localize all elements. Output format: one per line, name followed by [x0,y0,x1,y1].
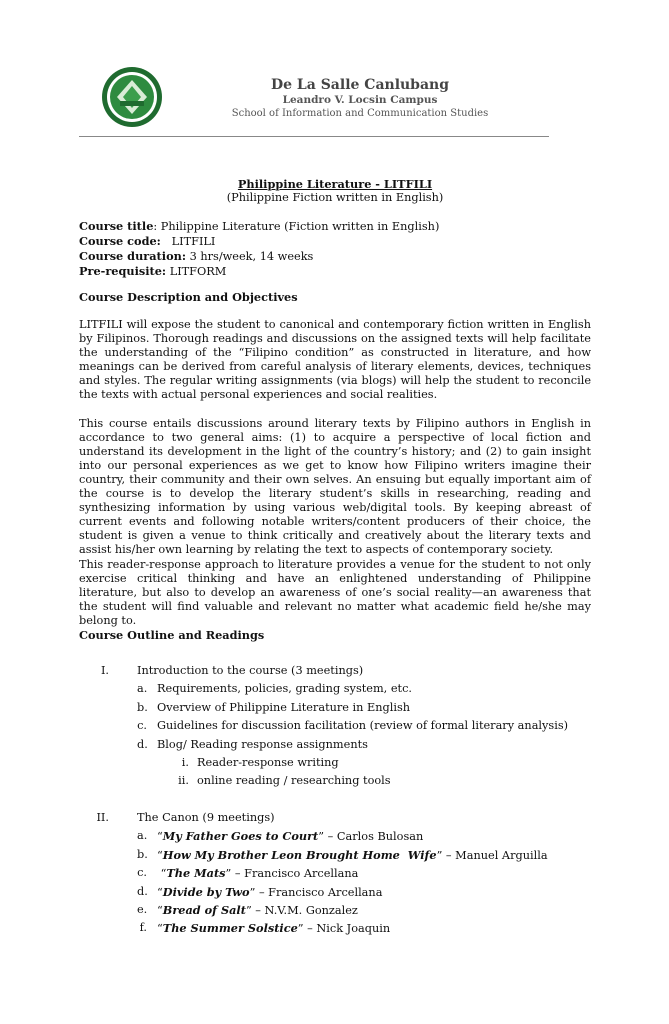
description-paragraph-2: This course entails discussions around literary texts by Filipino authors in English in accordance to two general aims: (1) to acquire a perspective of local fiction and understand its development in the light of the country’s history; and (2) to gain insight into our personal experiences as we get to know how Filipino writers imagine their country, their community and their own selves. An ensuing but equally important aim of the course is to develop the literary student’s skills in researching, reading and synthesizing information by using various web/digital tools. By keeping abreast of current events and following notable writers/content producers of their choice, the student is given a venue to think critically and creatively about the literary texts and assist his/her own learning by relating the text to aspects of contemporary society. [79,417,591,556]
list-item [79,717,599,735]
open-quote: “ [157,885,163,899]
reading-entry [157,846,548,865]
list-item [79,919,599,937]
course-duration-value: 3 hrs/week, 14 weeks [189,250,314,263]
list-item [79,864,599,882]
reading-title: How My Brother Leon Brought Home Wife [162,847,437,862]
reading-title: My Father Goes to Court [162,829,319,844]
item-letter: e. [137,902,148,916]
item-letter: f. [139,921,147,935]
course-title-line [79,219,591,234]
reading-entry [157,864,358,883]
reading-author: ” – Francisco Arcellana [225,867,359,881]
open-quote: “ [157,848,163,862]
school-header [170,77,550,120]
outline-section-2 [79,809,599,938]
item-letter: b. [137,700,148,714]
list-item [79,736,599,754]
course-title-value: : Philippine Literature (Fiction written in English) [153,220,440,233]
reading-title: Divide by Two [162,884,250,899]
open-quote: “ [157,922,163,936]
reading-entry [157,901,358,920]
item-text: Overview of Philippine Literature in English [157,700,411,714]
list-item [79,772,599,790]
section-label: Introduction to the course (3 meetings) [137,664,364,677]
list-item [79,754,599,772]
header-divider [79,136,549,137]
item-letter: d. [137,737,148,751]
course-code-line [79,234,591,249]
item-text: Guidelines for discussion facilitation (review of formal literary analysis) [157,719,569,733]
prerequisite-value: LITFORM [169,265,227,278]
item-letter: a. [137,829,148,843]
reading-author: ” – Nick Joaquin [297,922,391,936]
section-label: The Canon (9 meetings) [137,811,275,824]
course-title-label: Course title [79,219,154,233]
open-quote: “ [157,867,167,881]
item-letter: b. [137,847,148,861]
open-quote: “ [157,830,163,844]
reading-author: ” – N.V.M. Gonzalez [245,903,358,917]
reading-entry [157,883,382,902]
item-letter: c. [137,866,147,880]
open-quote: “ [157,903,163,917]
reading-author: ” – Carlos Bulosan [318,830,424,844]
course-info [79,219,591,279]
description-heading: Course Description and Objectives [79,290,298,304]
prerequisite-line [79,264,591,279]
reading-entry [157,827,423,846]
list-item [79,809,599,827]
course-duration-line [79,249,591,264]
outline-heading: Course Outline and Readings [79,628,265,642]
list-item [79,901,599,919]
department-name: School of Information and Communication Studies [231,108,489,119]
section-number: I. [100,664,109,677]
item-letter: a. [137,682,148,696]
reading-title: The Mats [166,866,226,881]
subitem-text: Reader-response writing [197,755,339,769]
reading-title: Bread of Salt [162,902,246,917]
course-title-heading: Philippine Literature - LITFILI [237,177,433,191]
reading-entry [157,919,390,938]
list-item [79,883,599,901]
list-item [79,699,599,717]
item-text: Requirements, policies, grading system, etc. [157,682,413,696]
subitem-text: online reading / researching tools [197,774,391,788]
reading-author: ” – Manuel Arguilla [436,848,548,862]
list-item [79,662,599,680]
course-code-label: Course code: [79,234,161,248]
item-letter: c. [137,719,147,733]
document-title [79,177,591,205]
reading-author: ” – Francisco Arcellana [249,885,383,899]
school-seal-logo [101,66,163,128]
description-paragraph-3: This reader-response approach to literature provides a venue for the student to not only exercise critical thinking and have an enlightened understanding of Philippine literature, but also to develop an awareness of one’s social reality—an awareness that the student will find valuable and relevant no matter what academic field he/she may belong to. [79,558,591,627]
course-code-value: LITFILI [171,235,216,248]
reading-title: The Summer Solstice [162,921,298,936]
prerequisite-label: Pre-requisite: [79,264,167,278]
course-duration-label: Course duration: [79,249,186,263]
item-text: Blog/ Reading response assignments [157,737,368,751]
item-letter: d. [137,884,148,898]
subitem-number: ii. [178,774,189,788]
school-name: De La Salle Canlubang [270,77,450,93]
list-item [79,846,599,864]
campus-name: Leandro V. Locsin Campus [282,94,438,106]
course-subtitle: (Philippine Fiction written in English) [226,191,444,204]
description-paragraph-1: LITFILI will expose the student to canonical and contemporary fiction written in English by Filipinos. Thorough readings and discussions on the assigned texts will help facilitate the understanding of the “Filipino condition” as constructed in literature, and how meanings can be derived from careful analysis of literary elements, devices, techniques and styles. The regular writing assignments (via blogs) will help the student to reconcile the texts with actual personal experiences and social realities. [79,318,591,401]
list-item [79,827,599,845]
subitem-number: i. [181,755,189,769]
section-number: II. [96,811,109,824]
list-item [79,680,599,698]
outline-section-1 [79,662,599,791]
